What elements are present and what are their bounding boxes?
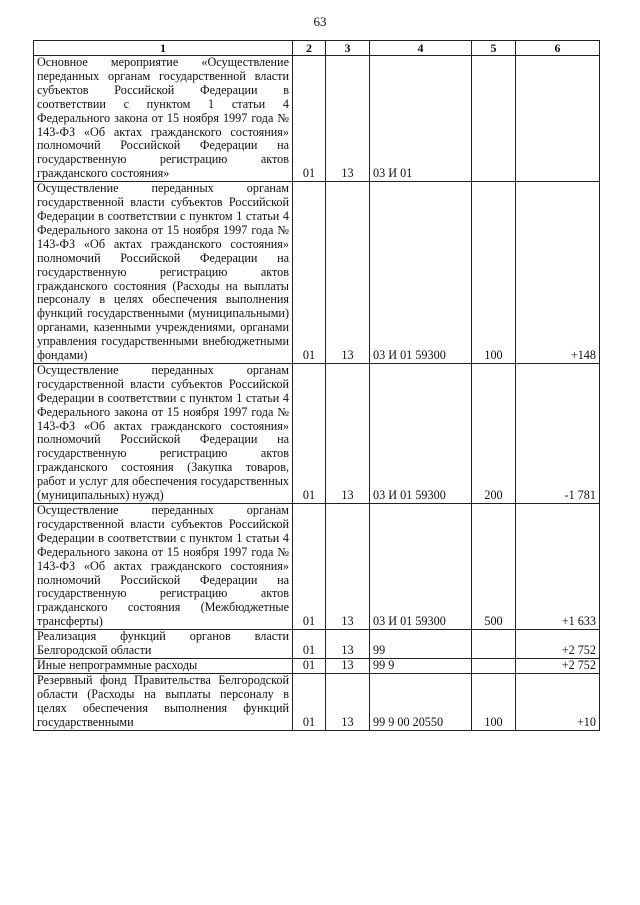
target-article-code: 03 И 01 59300 [370, 363, 472, 503]
target-article-code: 99 9 [370, 658, 472, 673]
page-number: 63 [313, 14, 327, 29]
expense-type-code: 500 [472, 504, 516, 630]
expense-type-code [472, 658, 516, 673]
amount-change: +2 752 [516, 630, 600, 659]
target-article-code: 03 И 01 59300 [370, 504, 472, 630]
table-row [34, 630, 600, 659]
expense-name: Реализация функций органов власти Белгородской области [34, 630, 293, 659]
column-header: 6 [516, 41, 600, 56]
amount-change: +2 752 [516, 658, 600, 673]
table-row [34, 658, 600, 673]
subsection-code: 13 [326, 504, 370, 630]
expense-name: Осуществление переданных органам государственной власти субъектов Российской Федерации в соответствии с пунктом 1 статьи 4 Федерального закона от 15 ноября 1997 года № 143-ФЗ «Об актах гражданского состояния» полномочий Российской Федерации на государственную регистрацию актов гражданского состояния (Закупка товаров, работ и услуг для обеспечения государственных (муниципальных) нужд) [34, 363, 293, 503]
expense-type-code: 100 [472, 182, 516, 364]
target-article-code: 99 9 00 20550 [370, 673, 472, 730]
amount-change [516, 56, 600, 182]
table-row [34, 56, 600, 182]
column-header: 4 [370, 41, 472, 56]
section-code: 01 [293, 504, 326, 630]
amount-change: +10 [516, 673, 600, 730]
header-row [34, 41, 600, 56]
expense-name: Основное мероприятие «Осуществление переданных органам государственной власти субъектов Российской Федерации в соответствии с пунктом 1 статьи 4 Федерального закона от 15 ноября 1997 года № 143-ФЗ «Об актах гражданского состояния» полномочий Российской Федерации на государственную регистрацию актов гражданского состояния» [34, 56, 293, 182]
target-article-code: 03 И 01 [370, 56, 472, 182]
expense-name: Осуществление переданных органам государственной власти субъектов Российской Федерации в соответствии с пунктом 1 статьи 4 Федерального закона от 15 ноября 1997 года № 143-ФЗ «Об актах гражданского состояния» полномочий Российской Федерации на государственную регистрацию актов гражданского состояния (Межбюджетные трансферты) [34, 504, 293, 630]
section-code: 01 [293, 56, 326, 182]
expense-type-code [472, 630, 516, 659]
column-header: 1 [34, 41, 293, 56]
section-code: 01 [293, 658, 326, 673]
expense-name: Осуществление переданных органам государственной власти субъектов Российской Федерации в соответствии с пунктом 1 статьи 4 Федерального закона от 15 ноября 1997 года № 143-ФЗ «Об актах гражданского состояния» полномочий Российской Федерации на государственную регистрацию актов гражданского состояния (Расходы на выплаты персоналу в целях обеспечения выполнения функций государственными (муниципальными) органами, казенными учреждениями, органами управления государственными внебюджетными фондами) [34, 182, 293, 364]
target-article-code: 99 [370, 630, 472, 659]
expense-name: Резервный фонд Правительства Белгородской области (Расходы на выплаты персоналу в целях обеспечения выполнения функций государственными [34, 673, 293, 730]
budget-table [33, 40, 600, 731]
column-header: 5 [472, 41, 516, 56]
expense-type-code: 100 [472, 673, 516, 730]
target-article-code: 03 И 01 59300 [370, 182, 472, 364]
section-code: 01 [293, 363, 326, 503]
expense-name: Иные непрограммные расходы [34, 658, 293, 673]
subsection-code: 13 [326, 363, 370, 503]
expense-type-code [472, 56, 516, 182]
subsection-code: 13 [326, 673, 370, 730]
column-header: 2 [293, 41, 326, 56]
amount-change: -1 781 [516, 363, 600, 503]
section-code: 01 [293, 182, 326, 364]
subsection-code: 13 [326, 56, 370, 182]
table-row [34, 363, 600, 503]
table-row [34, 673, 600, 730]
column-header: 3 [326, 41, 370, 56]
expense-type-code: 200 [472, 363, 516, 503]
subsection-code: 13 [326, 182, 370, 364]
subsection-code: 13 [326, 658, 370, 673]
subsection-code: 13 [326, 630, 370, 659]
section-code: 01 [293, 673, 326, 730]
amount-change: +148 [516, 182, 600, 364]
section-code: 01 [293, 630, 326, 659]
table-row [34, 504, 600, 630]
amount-change: +1 633 [516, 504, 600, 630]
table-row [34, 182, 600, 364]
